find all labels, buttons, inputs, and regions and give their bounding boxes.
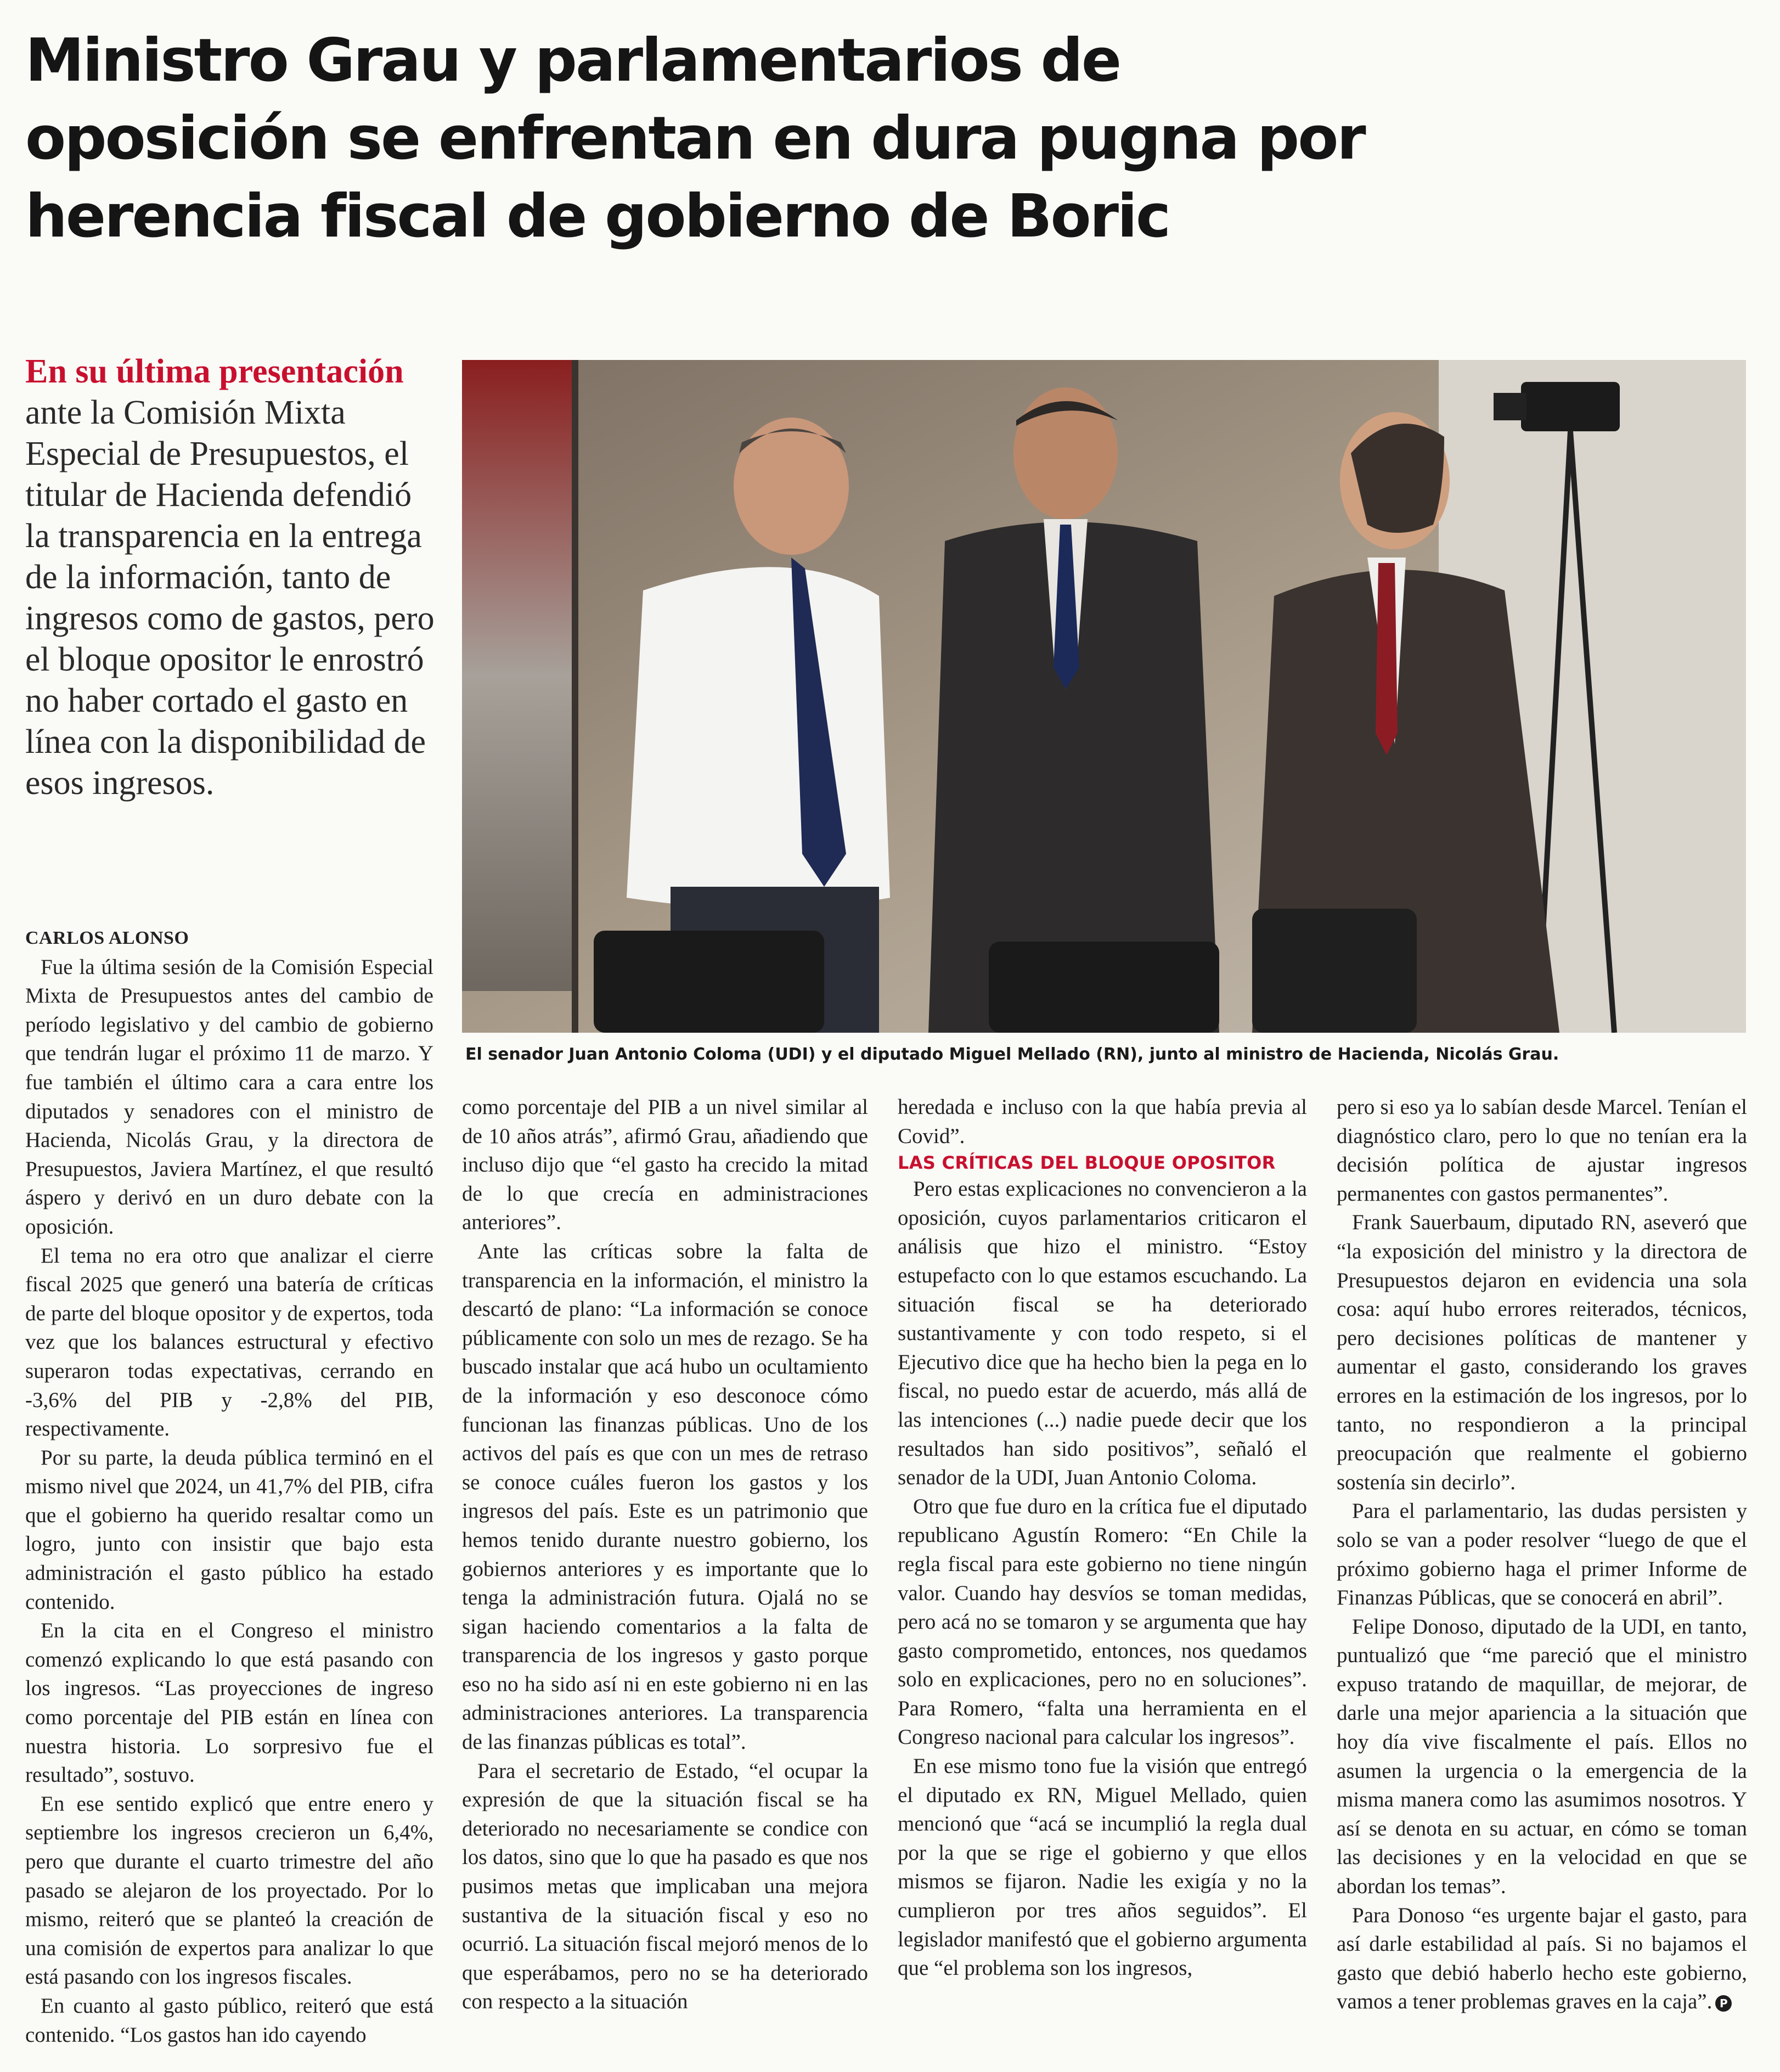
paragraph: El tema no era otro que analizar el cierre fiscal 2025 que generó una batería de críticas de parte del bloque opositor y de expertos, toda vez que los balances estructural y efectivo superaron todas expectativas, cerrando en -3,6% del PIB y -2,8% del PIB, respectivamente. — [25, 1243, 433, 1441]
headline-line-1: Ministro Grau y parlamentarios de — [25, 26, 1120, 95]
paragraph: Para el secretario de Estado, “el ocupar la expresión de que la situación fiscal se ha deteriorado no necesariamente se condice con los datos, sino que lo que ha pasado es que nos pusimos metas que implicaban una mejora sustantiva de la situación fiscal y eso no ocurrió. La situación fiscal mejoró menos de lo que esperábamos, pero no se ha deteriorado con respecto a la situación — [462, 1759, 868, 2014]
paragraph: En la cita en el Congreso el ministro comenzó explicando lo que está pasando con los ingresos. “Las proyecciones de ingreso como porcentaje del PIB están en línea con nuestra historia. Lo sorpresivo fue el resultado”, sostuvo. — [25, 1619, 433, 1787]
paragraph: heredada e incluso con la que había previa al Covid”. — [898, 1095, 1307, 1148]
lede-text: ante la Comisión Mixta Especial de Presupuestos, el titular de Hacienda defendió la transparencia en la entrega de la información, tanto de ingresos como de gastos, pero el bloque opositor le enrostró no haber cortado el gasto en línea con la disponibilidad de esos ingresos. — [25, 394, 435, 802]
byline: CARLOS ALONSO — [25, 928, 189, 948]
paragraph: Ante las críticas sobre la falta de transparencia en la información, el ministro la descartó de plano: “La información se conoce públicamente con solo un mes de rezago. Se ha buscado instalar que acá hubo un ocultamiento de la información y eso desconoce cómo funcionan las finanzas públicas. Uno de los activos del país es que con un mes de retraso se conoce cuáles fueron los gastos y los ingresos del país. Este es un patrimonio que hemos tenido durante nuestro gobierno, los gobiernos anteriores y es importante que lo tenga la administración futura. Ojalá no se sigan haciendo comentarios a la falta de transparencia de los ingresos y gasto porque eso no ha sido así ni en este gobierno ni en las administraciones anteriores. La transparencia de las finanzas públicas es total”. — [462, 1239, 868, 1754]
article-column-2 — [462, 1093, 868, 2017]
lede-kicker: En su última presentación — [25, 353, 404, 390]
lede-summary — [25, 351, 442, 804]
article-column-1 — [25, 924, 433, 2050]
paragraph: Frank Sauerbaum, diputado RN, aseveró que “la exposición del ministro y la directora de Presupuestos dejaron en evidencia una sola cosa: aquí hubo errores reiterados, técnicos, pero decisiones políticas de mantener y aumentar el gasto, considerando los graves errores en la estimación de los ingresos, por lo tanto, no respondieron a la principal preocupación que realmente el gobierno sostenía sin decirlo”. — [1337, 1210, 1747, 1494]
news-photo — [462, 360, 1746, 1033]
paragraph: como porcentaje del PIB a un nivel similar al de 10 años atrás”, afirmó Grau, añadiendo que incluso dijo que “el gasto ha crecido la mitad de lo que crecía en administraciones anteriores”. — [462, 1095, 868, 1235]
paragraph-final-text: Para Donoso “es urgente bajar el gasto, para así darle estabilidad al país. Si no bajamos el gasto que debió haberlo hecho este gobierno, vamos a tener problemas graves en la caja”. — [1337, 1903, 1747, 2014]
article-column-4 — [1337, 1093, 1747, 2017]
news-photo-illustration — [462, 360, 1746, 1033]
paragraph: En ese sentido explicó que entre enero y septiembre los ingresos crecieron un 6,4%, pero que durante el cuarto trimestre del año pasado se alejaron de los proyectado. Por lo mismo, reiteró que se planteó la creación de una comisión de expertos para analizar lo que está pasando con los ingresos fiscales. — [25, 1792, 433, 1989]
photo-caption: El senador Juan Antonio Coloma (UDI) y el diputado Miguel Mellado (RN), junto al ministro de Hacienda, Nicolás Grau. — [465, 1045, 1559, 1064]
paragraph-final — [1337, 1901, 1747, 2017]
paragraph: Otro que fue duro en la crítica fue el diputado republicano Agustín Romero: “En Chile la regla fiscal para este gobierno no tiene ningún valor. Cuando hay desvíos se toman medidas, pero acá no se tomaron y se argumenta que hay gasto comprometido, entonces, nos quedamos solo en explicaciones, pero no en soluciones”. Para Romero, “falta una herramienta en el Congreso nacional para calcular los ingresos”. — [898, 1494, 1307, 1749]
article-column-3 — [898, 1093, 1307, 1983]
paragraph: Felipe Donoso, diputado de la UDI, en tanto, puntualizó que “me pareció que el ministro expuso tratando de maquillar, de mejorar, de darle una mejor apariencia a la situación que hoy día vive fiscalmente el país. Ellos no asumen la urgencia o la emergencia de la misma manera como las asumimos nosotros. Y así se denota en su actuar, en cómo se toman las decisiones y en la velocidad en que se abordan los temas”. — [1337, 1614, 1747, 1899]
paragraph: Por su parte, la deuda pública terminó en el mismo nivel que 2024, un 41,7% del PIB, cifra que el gobierno ha querido resaltar como un logro, junto con insistir que bajo esta administración el gasto público ha estado contenido. — [25, 1445, 433, 1614]
paragraph: En cuanto al gasto público, reiteró que está contenido. “Los gastos han ido cayendo — [25, 1994, 433, 2047]
paragraph: Para el parlamentario, las dudas persisten y solo se van a poder resolver “luego de que el próximo gobierno haga el primer Informe de Finanzas Públicas, que se conocerá en abril”. — [1337, 1499, 1747, 1610]
headline — [25, 22, 1754, 256]
end-of-article-icon: P — [1715, 1995, 1732, 2012]
section-subhead: LAS CRÍTICAS DEL BLOQUE OPOSITOR — [898, 1152, 1276, 1174]
paragraph: Pero estas explicaciones no convencieron a la oposición, cuyos parlamentarios criticaron el análisis que hizo el ministro. “Estoy estupefacto con lo que estamos escuchando. La situación fiscal se ha deteriorado sustantivamente y con todo respeto, si el Ejecutivo dice que ha hecho bien la pega en lo fiscal, no puedo estar de acuerdo, más allá de las intenciones (...) nadie puede decir que los resultados han sido positivos”, señaló el senador de la UDI, Juan Antonio Coloma. — [898, 1177, 1307, 1490]
paragraph: pero si eso ya lo sabían desde Marcel. Tenían el diagnóstico claro, pero lo que no tenían era la decisión política de ajustar ingresos permanentes con gastos permanentes”. — [1337, 1095, 1747, 1206]
headline-line-2: oposición se enfrentan en dura pugna por — [25, 104, 1365, 173]
paragraph: En ese mismo tono fue la visión que entregó el diputado ex RN, Miguel Mellado, quien mencionó que “acá se incumplió la regla dual por la que se rige el gobierno y que ellos mismos se fijaron. Nadie les exigía y no la cumplieron por tres años seguidos”. El legislador manifestó que el gobierno argumenta que “el problema son los ingresos, — [898, 1754, 1307, 1980]
paragraph: Fue la última sesión de la Comisión Especial Mixta de Presupuestos antes del cambio de período legislativo y del cambio de gobierno que tendrán lugar el próximo 11 de marzo. Y fue también el último cara a cara entre los diputados y senadores con el ministro de Hacienda, Nicolás Grau, y la directora de Presupuestos, Javiera Martínez, el que resultó áspero y derivó en un duro debate con la oposición. — [25, 955, 433, 1238]
headline-line-3: herencia fiscal de gobierno de Boric — [25, 182, 1170, 251]
